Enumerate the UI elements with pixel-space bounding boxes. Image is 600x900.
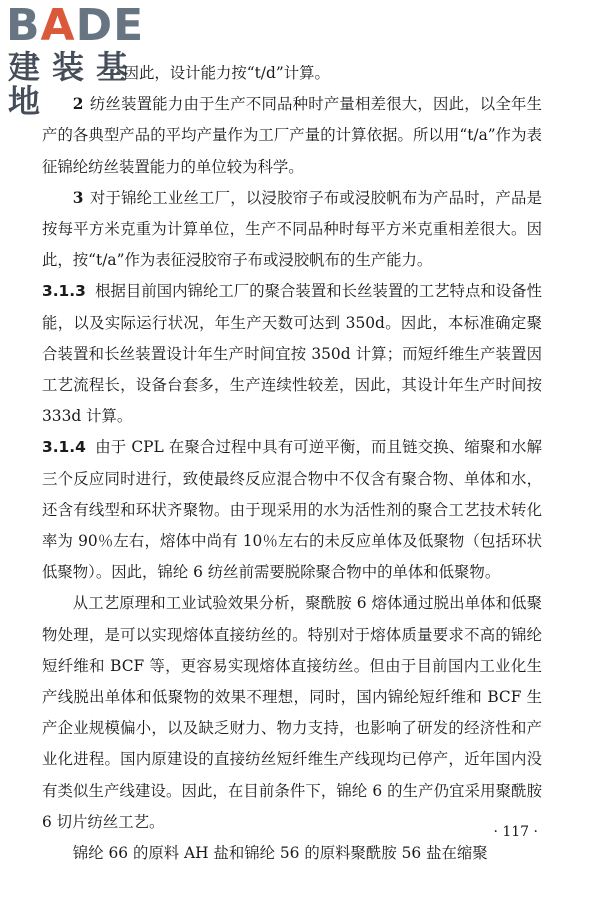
bade-logo-chinese: 建装基地 bbox=[8, 48, 141, 120]
item-2-text: 纺丝装置能力由于生产不同品种时产量相差很大，因此，以全年生产的各典型产品的平均产量作为工厂产量的计算依据。所以用“t/a”作为表征锦纶纺丝装置能力的单位较为科学。 bbox=[42, 95, 542, 176]
item-3 bbox=[42, 183, 542, 277]
logo-letter-a: A bbox=[40, 0, 76, 51]
clause-3-1-3 bbox=[42, 276, 542, 432]
clause-3-1-4 bbox=[42, 432, 542, 588]
item-3-text: 对于锦纶工业丝工厂，以浸胶帘子布或浸胶帆布为产品时，产品是按每平方米克重为计算单位，生产不同品种时每平方米克重相差很大。因此，按“t/a”作为表征浸胶帘子布或浸胶帆布的生产能力。 bbox=[42, 188, 542, 270]
paragraph-direct-spinning: 从工艺原理和工业试验效果分析，聚酰胺 6 熔体通过脱出单体和低聚物处理，是可以实现熔体直接纺丝的。特别对于熔体质量要求不高的锦纶短纤维和 BCF 等，更容易实现熔体直接纺丝。但由于目前国内工业化生产线脱出单体和低聚物的效果不理想，同时，国内锦纶短纤维和 BCF 生产企业规模偏小，以及缺乏财力、物力支持，也影响了研发的经济性和产业化进程。国内原建设的直接纺丝短纤维生产线现均已停产，近年国内没有类似生产线建设。因此，在目前条件下，锦纶 6 的生产仍宜采用聚酰胺 6 切片纺丝工艺。 bbox=[42, 594, 542, 831]
page-number: · 117 · bbox=[493, 824, 538, 840]
logo-letters-de: DE bbox=[75, 0, 145, 51]
document-body bbox=[42, 58, 542, 869]
clause-3-1-3-text: 根据目前国内锦纶工厂的聚合装置和长丝装置的工艺特点和设备性能，以及实际运行状况，年生产天数可达到 350d。因此，本标准确定聚合装置和长丝装置设计年生产时间宜按 350d 计算；而短纤维生产装置因工艺流程长，设备台套多，生产连续性较差，因此，其设计年生产时间按 333d 计算。 bbox=[42, 282, 542, 426]
paragraph-pa66-pa56: 锦纶 66 的原料 AH 盐和锦纶 56 的原料聚酰胺 56 盐在缩聚 bbox=[72, 844, 488, 863]
item-3-number: 3 bbox=[72, 188, 84, 207]
bade-watermark-logo bbox=[6, 0, 176, 120]
item-2-number: 2 bbox=[72, 95, 84, 114]
paragraph-design-capacity: 因此，设计能力按“t/d”计算。 bbox=[123, 64, 330, 82]
clause-3-1-3-number: 3.1.3 bbox=[42, 282, 86, 301]
bade-logo-wordmark bbox=[6, 0, 145, 51]
clause-3-1-4-number: 3.1.4 bbox=[42, 438, 86, 457]
logo-letter-b: B bbox=[6, 0, 41, 51]
clause-3-1-4-text: 由于 CPL 在聚合过程中具有可逆平衡，而且链交换、缩聚和水解三个反应同时进行，致使最终反应混合物中不仅含有聚合物、单体和水，还含有线型和环状齐聚物。由于现采用的水为活性剂的聚合工艺技术转化率为 90％左右，熔体中尚有 10％左右的未反应单体及低聚物（包括环状低聚物）。因此，锦纶 6 纺丝前需要脱除聚合物中的单体和低聚物。 bbox=[42, 438, 542, 582]
